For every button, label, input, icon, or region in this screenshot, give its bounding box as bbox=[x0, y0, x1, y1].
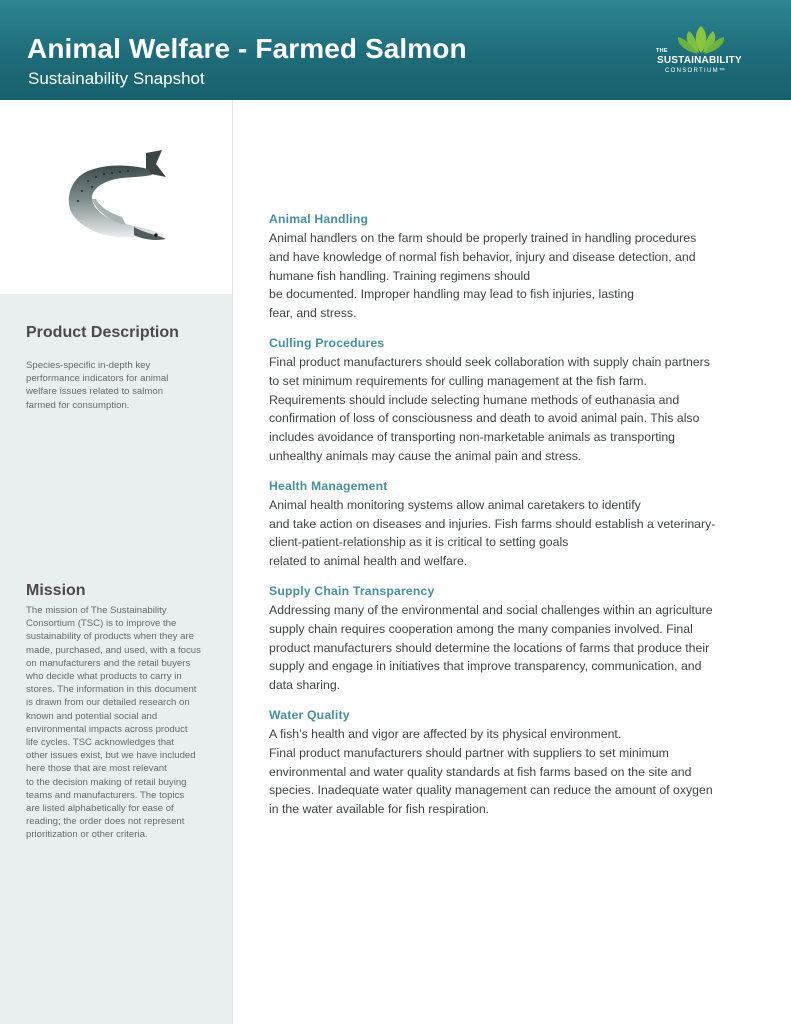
text-line: sustainability of products when they are bbox=[26, 631, 194, 643]
text-line: farmed for consumption. bbox=[26, 399, 130, 411]
text-line: Addressing many of the environmental and social challenges within an agriculture bbox=[269, 602, 713, 617]
section-heading: Supply Chain Transparency bbox=[269, 583, 435, 598]
text-line: species. Inadequate water quality management can reduce the amount of oxygen bbox=[269, 783, 713, 798]
text-line: on manufacturers and the retail buyers bbox=[26, 657, 191, 669]
section-heading: Animal Handling bbox=[269, 212, 369, 226]
text-line: known and potential social and bbox=[26, 710, 158, 722]
mission-heading: Mission bbox=[26, 582, 86, 599]
column-divider bbox=[232, 100, 233, 1024]
text-line: Requirements should include selecting humane methods of euthanasia and bbox=[269, 392, 680, 407]
section-body bbox=[269, 601, 749, 695]
text-line: be documented. Improper handling may lead to fish injuries, lasting bbox=[269, 287, 635, 302]
section-heading: Health Management bbox=[269, 478, 388, 493]
text-line: made, purchased, and used, with a focus bbox=[26, 644, 201, 656]
section-animal-handling bbox=[269, 212, 749, 323]
text-line: stores. The information in this document bbox=[26, 684, 197, 696]
salmon-fish-image bbox=[62, 147, 170, 243]
text-line: humane fish handling. Training regimens should bbox=[269, 268, 531, 283]
text-line: unhealthy animals may cause the animal pain and stress. bbox=[269, 448, 582, 463]
section-body bbox=[269, 496, 749, 571]
text-line: is drawn from our detailed research on bbox=[26, 697, 190, 709]
text-line: supply chain requires cooperation among the many companies involved. Final bbox=[269, 621, 693, 636]
text-line: who decide what products to carry in bbox=[26, 671, 182, 683]
mission-text bbox=[26, 604, 201, 842]
text-line: performance indicators for animal bbox=[26, 373, 169, 385]
text-line: data sharing. bbox=[269, 678, 341, 693]
text-line: product manufacturers should determine the locations of farms that produce their bbox=[269, 640, 710, 655]
section-health-management bbox=[269, 479, 749, 571]
section-heading: Culling Procedures bbox=[269, 335, 385, 350]
text-line: confirmation of loss of consciousness and death to avoid animal pain. This also bbox=[269, 411, 700, 426]
text-line: includes avoidance of transporting non-marketable animals as transporting bbox=[269, 430, 676, 445]
text-line: supply and engage in initiatives that improve transparency, communication, and bbox=[269, 659, 702, 674]
section-water-quality bbox=[269, 708, 749, 819]
main-content bbox=[269, 212, 749, 832]
text-line: reading; the order does not represent bbox=[26, 816, 185, 828]
text-line: life cycles. TSC acknowledges that bbox=[26, 737, 175, 749]
sustainability-consortium-logo bbox=[652, 24, 752, 80]
text-line: Consortium (TSC) is to improve the bbox=[26, 618, 177, 630]
logo-consortium-text: CONSORTIUM™ bbox=[665, 68, 727, 74]
section-culling-procedures bbox=[269, 336, 749, 466]
section-body bbox=[269, 229, 749, 323]
text-line: teams and manufacturers. The topics bbox=[26, 789, 185, 801]
text-line: to the decision making of retail buying bbox=[26, 776, 187, 788]
section-heading: Water Quality bbox=[269, 707, 350, 722]
text-line: client-patient-relationship as it is critical to setting goals bbox=[269, 535, 569, 550]
text-line: here those that are most relevant bbox=[26, 763, 167, 775]
text-line: Final product manufacturers should partner with suppliers to set minimum bbox=[269, 745, 669, 760]
product-description-text bbox=[26, 359, 168, 412]
text-line: environmental impacts across product bbox=[26, 723, 188, 735]
text-line: are listed alphabetically for ease of bbox=[26, 803, 174, 815]
text-line: fear, and stress. bbox=[269, 306, 357, 321]
page-subtitle: Sustainability Snapshot bbox=[28, 69, 205, 88]
text-line: and have knowledge of normal fish behavior, injury and disease detection, and bbox=[269, 249, 696, 264]
text-line: and take action on diseases and injuries. Fish farms should establish a veterinary- bbox=[269, 516, 716, 531]
page-header bbox=[0, 0, 791, 100]
text-line: Animal health monitoring systems allow animal caretakers to identify bbox=[269, 497, 641, 512]
section-body bbox=[269, 725, 749, 819]
text-line: Animal handlers on the farm should be properly trained in handling procedures bbox=[269, 231, 697, 245]
text-line: Final product manufacturers should seek collaboration with supply chain partners bbox=[269, 354, 710, 369]
section-supply-chain-transparency bbox=[269, 584, 749, 695]
text-line: prioritization or other criteria. bbox=[26, 829, 148, 841]
product-description-heading: Product Description bbox=[26, 324, 179, 341]
logo-name-text: SUSTAINABILITY bbox=[657, 55, 742, 66]
text-line: welfare issues related to salmon bbox=[26, 386, 164, 398]
text-line: Species-specific in-depth key bbox=[26, 360, 151, 371]
page-title: Animal Welfare - Farmed Salmon bbox=[27, 33, 467, 64]
text-line: A fish’s health and vigor are affected by its physical environment. bbox=[269, 726, 622, 741]
text-line: environmental and water quality standards at fish farms based on the site and bbox=[269, 764, 692, 779]
text-line: in the water available for fish respiration. bbox=[269, 802, 490, 817]
text-line: The mission of The Sustainability bbox=[26, 605, 167, 616]
logo-the-text: THE bbox=[656, 48, 668, 54]
lotus-leaf-icon bbox=[670, 24, 732, 56]
section-body bbox=[269, 353, 749, 466]
text-line: other issues exist, but we have included bbox=[26, 750, 196, 762]
text-line: related to animal health and welfare. bbox=[269, 554, 468, 569]
text-line: to set minimum requirements for culling management at the fish farm. bbox=[269, 373, 647, 388]
